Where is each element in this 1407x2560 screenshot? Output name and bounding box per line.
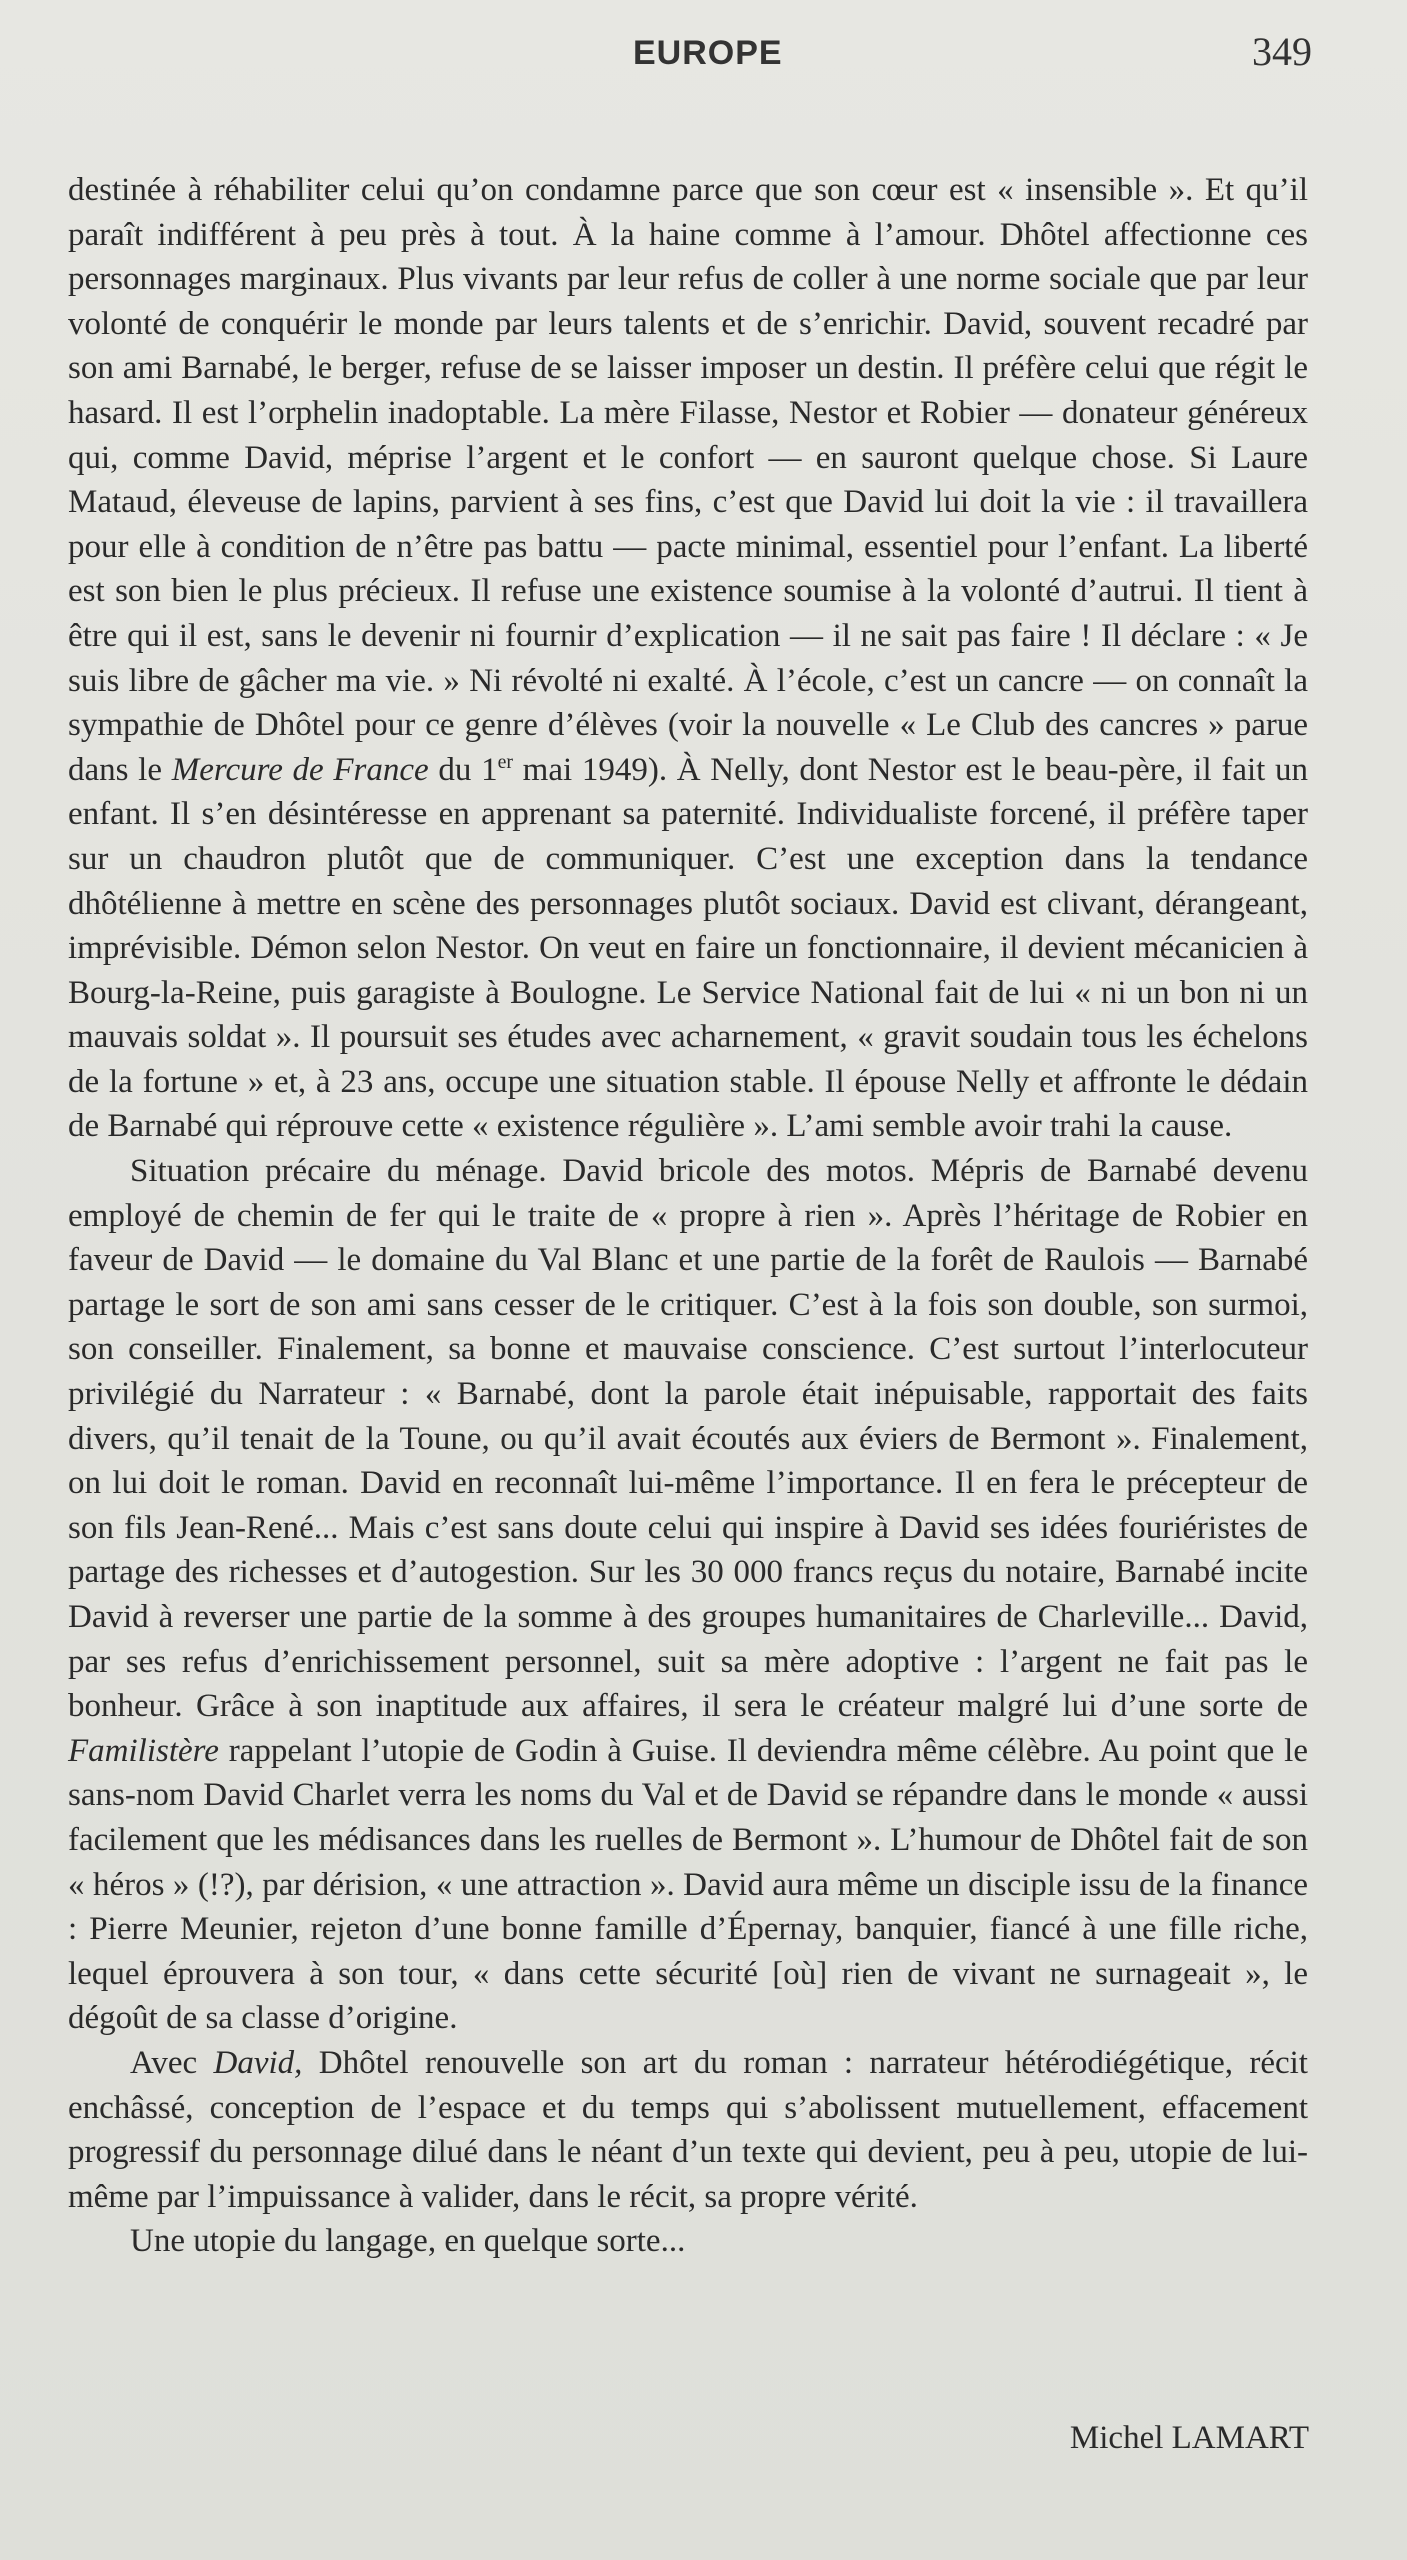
text-segment: Dhôtel renouvelle son art du roman : narrateur hétérodiégétique, récit enchâssé, conception de l’espace et du temps qui s’abolissent mutuellement, effacement progressif du personnage dilué dans le néant d’un texte qui devient, peu à peu, utopie de lui-même par l’impuissance à valider, dans le récit, sa propre vérité.	[68, 2044, 1308, 2215]
paragraph	[68, 2041, 1308, 2219]
text-segment: Une utopie du langage, en quelque sorte...	[130, 2223, 686, 2260]
text-segment-italic: David,	[213, 2044, 303, 2081]
paragraph	[68, 2219, 1308, 2264]
text-segment: destinée à réhabiliter celui qu’on condamne parce que son cœur est « insensible ». Et qu’il paraît indifférent à peu près à tout. À la haine comme à l’amour. Dhôtel affectionne ces personnages marginaux. Plus vivants par leur refus de coller à une norme sociale que par leur volonté de conquérir le monde par leurs talents et de s’enrichir. David, souvent recadré par son ami Barnabé, le berger, refuse de se laisser imposer un destin. Il préfère celui que régit le hasard. Il est l’orphelin inadoptable. La mère Filasse, Nestor et Robier — donateur généreux qui, comme David, méprise l’argent et le confort — en sauront quelque chose. Si Laure Mataud, éleveuse de lapins, parvient à ses fins, c’est que David lui doit la vie : il travaillera pour elle à condition de n’être pas battu — pacte minimal, essentiel pour l’enfant. La liberté est son bien le plus précieux. Il refuse une existence soumise à la volonté d’autrui. Il tient à être qui il est, sans le devenir ni fournir d’explication — il ne sait pas faire ! Il déclare : « Je suis libre de gâcher ma vie. » Ni révolté ni exalté. À l’école, c’est un cancre — on connaît la sympathie de Dhôtel pour ce genre d’élèves (voir la nouvelle « Le Club des cancres » parue dans le	[68, 172, 1308, 788]
text-segment: Situation précaire du ménage. David bricole des motos. Mépris de Barnabé devenu employé de chemin de fer qui le traite de « propre à rien ». Après l’héritage de Robier en faveur de David — le domaine du Val Blanc et une partie de la forêt de Raulois — Barnabé partage le sort de son ami sans cesser de le critiquer. C’est à la fois son double, son surmoi, son conseiller. Finalement, sa bonne et mauvaise conscience. C’est surtout l’interlocuteur privilégié du Narrateur : « Barnabé, dont la parole était inépuisable, rapportait des faits divers, qu’il tenait de la Toune, ou qu’il avait écoutés aux éviers de Bermont ». Finalement, on lui doit le roman. David en reconnaît lui-même l’importance. Il en fera le précepteur de son fils Jean-René... Mais c’est sans doute celui qui inspire à David ses idées fouriéristes de partage des richesses et d’autogestion. Sur les 30 000 francs reçus du notaire, Barnabé incite David à reverser une partie de la somme à des groupes humanitaires de Charleville... David, par ses refus d’enrichissement personnel, suit sa mère adoptive : l’argent ne fait pas le bonheur. Grâce à son inaptitude aux affaires, il sera le créateur malgré lui d’une sorte de	[68, 1153, 1308, 1725]
text-segment-superscript: er	[497, 750, 513, 773]
article-body	[68, 168, 1308, 2264]
page-number: 349	[1252, 29, 1312, 74]
text-segment: mai 1949). À Nelly, dont Nestor est le beau-père, il fait un enfant. Il s’en désintéresse en apprenant sa paternité. Individualiste forcené, il préfère taper sur un chaudron plutôt que de communiquer. C’est une exception dans la tendance dhôtélienne à mettre en scène des personnages plutôt sociaux. David est clivant, dérangeant, imprévisible. Démon selon Nestor. On veut en faire un fonctionnaire, il devient mécanicien à Bourg-la-Reine, puis garagiste à Boulogne. Le Service National fait de lui « ni un bon ni un mauvais soldat ». Il poursuit ses études avec acharnement, « gravit soudain tous les échelons de la fortune » et, à 23 ans, occupe une situation stable. Il épouse Nelly et affronte le dédain de Barnabé qui réprouve cette « existence régulière ». L’ami semble avoir trahi la cause.	[68, 751, 1309, 1145]
paragraph	[68, 168, 1308, 1149]
text-segment: rappelant l’utopie de Godin à Guise. Il deviendra même célèbre. Au point que le sans-nom David Charlet verra les noms du Val et de David se répandre dans le monde « aussi facilement que les médisances dans les ruelles de Bermont ». L’humour de Dhôtel fait de son « héros » (!?), par dérision, « une attraction ». David aura même un disciple issu de la finance : Pierre Meunier, rejeton d’une bonne famille d’Épernay, banquier, fiancé à une fille riche, lequel éprouvera à son tour, « dans cette sécurité [où] rien de vivant ne surnageait », le dégoût de sa classe d’origine.	[68, 1732, 1308, 2037]
text-segment: du 1	[428, 751, 498, 788]
text-segment-italic: Mercure de France	[171, 751, 429, 788]
running-title: EUROPE	[633, 34, 783, 72]
text-segment: Avec	[130, 2044, 214, 2081]
text-segment-italic: Familistère	[68, 1732, 219, 1769]
paragraph	[68, 1149, 1308, 2041]
author-signature: Michel LAMART	[1069, 2420, 1309, 2456]
